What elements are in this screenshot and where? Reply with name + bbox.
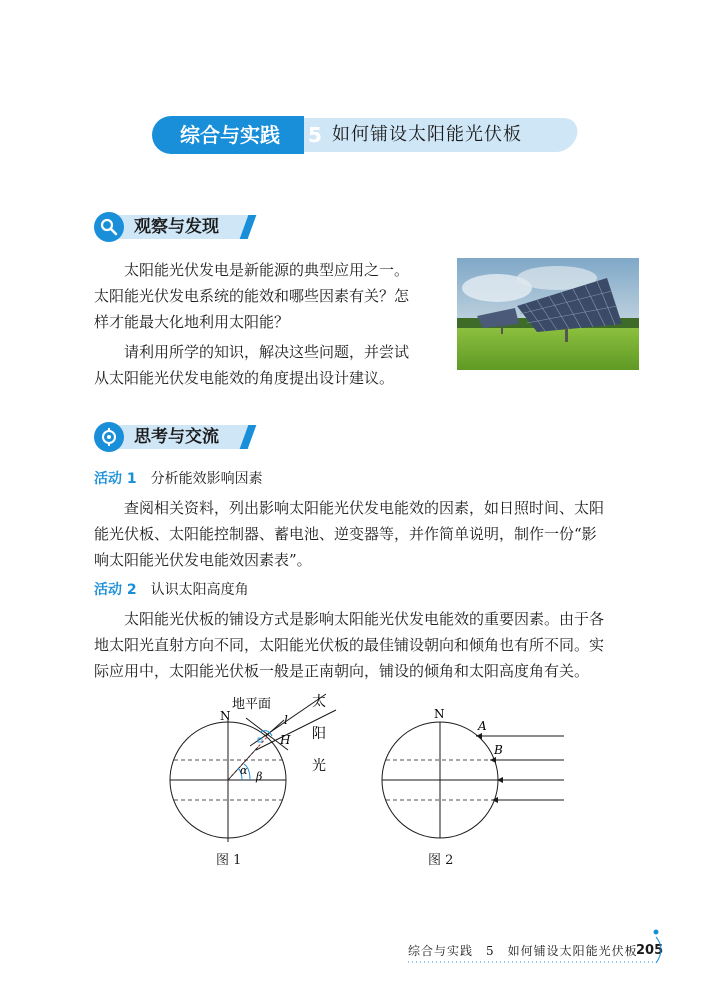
a-label: A (478, 719, 487, 733)
figure-2-caption: 图 2 (428, 853, 454, 868)
section-header-discuss (94, 422, 264, 452)
paragraph-line: 样才能最大化地利用太阳能？ (94, 313, 290, 331)
paragraph-line: 能光伏板、太阳能控制器、蓄电池、逆变器等，并作简单说明，制作一份“影 (94, 525, 597, 543)
paragraph-line: 查阅相关资料，列出影响太阳能光伏发电能效的因素，如日照时间、太阳 (124, 499, 605, 517)
figure-1-diagram (160, 688, 360, 848)
activity-title: 认识太阳高度角 (150, 582, 249, 598)
title-category: 综合与实践 (152, 116, 304, 154)
north-label: N (434, 707, 445, 721)
sunlight-label-2: 阳 (312, 726, 326, 742)
h-label: H (280, 733, 291, 747)
plane-label: 地平面 (232, 697, 272, 712)
page-number: 205 (636, 943, 664, 958)
paragraph-line: 从太阳能光伏发电能效的角度提出设计建议。 (94, 369, 395, 387)
l-label: l (284, 713, 288, 727)
section-title: 观察与发现 (134, 217, 219, 237)
footer-bracket (652, 929, 666, 969)
figure-2-diagram (370, 700, 570, 848)
north-label: N (220, 709, 231, 723)
page-title: 如何铺设太阳能光伏板 (332, 124, 522, 145)
paragraph-line: 请利用所学的知识，解决这些问题，并尝试 (124, 343, 410, 361)
figure-1-caption: 图 1 (216, 853, 242, 868)
activity-label: 活动 1 (94, 471, 137, 487)
footer-text: 综合与实践 5 如何铺设太阳能光伏板 (408, 944, 638, 958)
beta-label: β (256, 770, 263, 783)
discussion-icon (94, 422, 124, 452)
b-label: B (494, 743, 503, 757)
footer-dotted-line (408, 959, 668, 965)
alpha-label: α (240, 764, 248, 777)
activity-heading (94, 579, 249, 601)
sunlight-label-1: 太 (312, 694, 326, 710)
section-title: 思考与交流 (134, 427, 219, 447)
solar-panel-photo (457, 258, 639, 370)
paragraph-line: 太阳能光伏发电系统的能效和哪些因素有关？怎 (94, 287, 410, 305)
paragraph-line: 际应用中，太阳能光伏板一般是正南朝向，铺设的倾角和太阳高度角有关。 (94, 662, 590, 680)
page-footer (408, 941, 688, 963)
section-header-observe (94, 212, 264, 242)
activity-label: 活动 2 (94, 582, 137, 598)
paragraph-line: 地太阳光直射方向不同，太阳能光伏板的最佳铺设朝向和倾角也有所不同。实 (94, 636, 605, 654)
title-number: 5 (308, 123, 322, 147)
paragraph-line: 太阳能光伏发电是新能源的典型应用之一。 (124, 261, 410, 279)
paragraph-line: 太阳能光伏板的铺设方式是影响太阳能光伏发电能效的重要因素。由于各 (124, 610, 605, 628)
activity-title: 分析能效影响因素 (150, 471, 263, 487)
magnifier-icon (94, 212, 124, 242)
chapter-title-banner (152, 116, 577, 154)
paragraph-line: 响太阳能光伏发电能效因素表”。 (94, 551, 312, 569)
activity-heading (94, 468, 263, 490)
sunlight-label-3: 光 (312, 758, 326, 774)
